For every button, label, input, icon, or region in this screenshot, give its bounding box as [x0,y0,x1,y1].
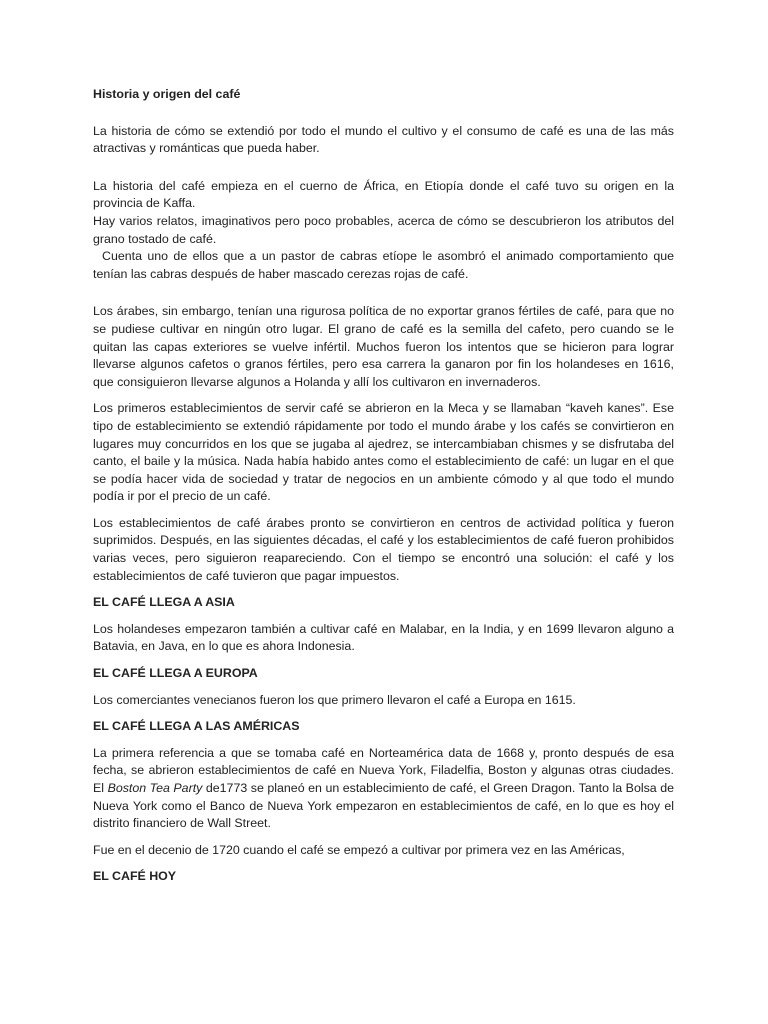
paragraph-establecimientos: Los primeros establecimientos de servir café se abrieron en la Meca y se llamaban “kaveh kanes”. Ese tipo de establecimiento se extendió rápidamente por todo el mundo árabe y los cafés se convirtieron en lugares muy concurridos en los que se jugaba al ajedrez, se intercambiaban chismes y se disfrutaba del canto, el baile y la música. Nada había habido antes como el establecimiento de café: un lugar en el que se podía hacer vida de sociedad y tratar de negocios en un ambiente cómodo y al que todo el mundo podía ir por el precio de un café. [93,401,674,504]
paragraph-europa: Los comerciantes venecianos fueron los que primero llevaron el café a Europa en 1615. [93,692,576,707]
paragraph-americas-part-a: La primera referencia a que se tomaba café en Norteamérica data de 1668 y, pronto después de esa fecha, se abrieron establecimientos de café en Nueva York, Filadelfia, Boston y algunas otras ciudades. El [93,745,674,795]
document-title: Historia y origen del café [93,87,241,101]
paragraph-africa-1: La historia del café empieza en el cuerno de África, en Etiopía donde el café tuvo su origen en la provincia de Kaffa. [93,178,674,211]
paragraph-intro: La historia de cómo se extendió por todo el mundo el cultivo y el consumo de café es una de las más atractivas y románticas que pueda haber. [93,123,674,156]
paragraph-africa-2: Hay varios relatos, imaginativos pero poco probables, acerca de cómo se descubrieron los atributos del grano tostado de café. [93,213,674,246]
paragraph-politica: Los establecimientos de café árabes pronto se convirtieron en centros de actividad política y fueron suprimidos. Después, en las siguientes décadas, el café y los establecimientos de café fueron prohibidos varias veces, pero siguieron reapareciendo. Con el tiempo se encontró una solución: el café y los establecimientos de café tuvieron que pagar impuestos. [93,515,674,583]
paragraph-asia: Los holandeses empezaron también a cultivar café en Malabar, en la India, y en 1699 llevaron alguno a Batavia, en Java, en lo que es ahora Indonesia. [93,621,674,654]
paragraph-arabes: Los árabes, sin embargo, tenían una rigurosa política de no exportar granos fértiles de café, para que no se pudiese cultivar en ningún otro lugar. El grano de café es la semilla del cafeto, pero cuando se le quitan las capas exteriores se vuelve infértil. Muchos fueron los intentos que se hicieron para lograr llevarse algunos cafetos o granos fértiles, pero esa carrera la ganaron por fin los holandeses en 1616, que consiguieron llevarse algunos a Holanda y allí los cultivaron en invernaderos. [93,304,674,389]
paragraph-africa-3 [93,248,674,283]
paragraph-americas [93,745,674,833]
heading-asia: EL CAFÉ LLEGA A ASIA [93,595,235,610]
paragraph-africa-3-text: Cuenta uno de ellos que a un pastor de cabras etíope le asombró el animado comportamiento que tenían las cabras después de haber mascado cerezas rojas de café. [93,249,674,281]
heading-americas: EL CAFÉ LLEGA A LAS AMÉRICAS [93,719,300,734]
boston-tea-party-emphasis: Boston Tea Party [107,781,203,795]
paragraph-americas-part-b: de1773 se planeó en un establecimiento de café, el Green Dragon. Tanto la Bolsa de Nueva York como el Banco de Nueva York empezaron en establecimientos de café, en lo que es hoy el distrito financiero de Wall Street. [93,781,674,831]
document-body [93,86,674,886]
heading-hoy: EL CAFÉ HOY [93,869,177,884]
paragraph-decenio: Fue en el decenio de 1720 cuando el café se empezó a cultivar por primera vez en las Américas, [93,842,625,857]
heading-europa: EL CAFÉ LLEGA A EUROPA [93,666,258,681]
